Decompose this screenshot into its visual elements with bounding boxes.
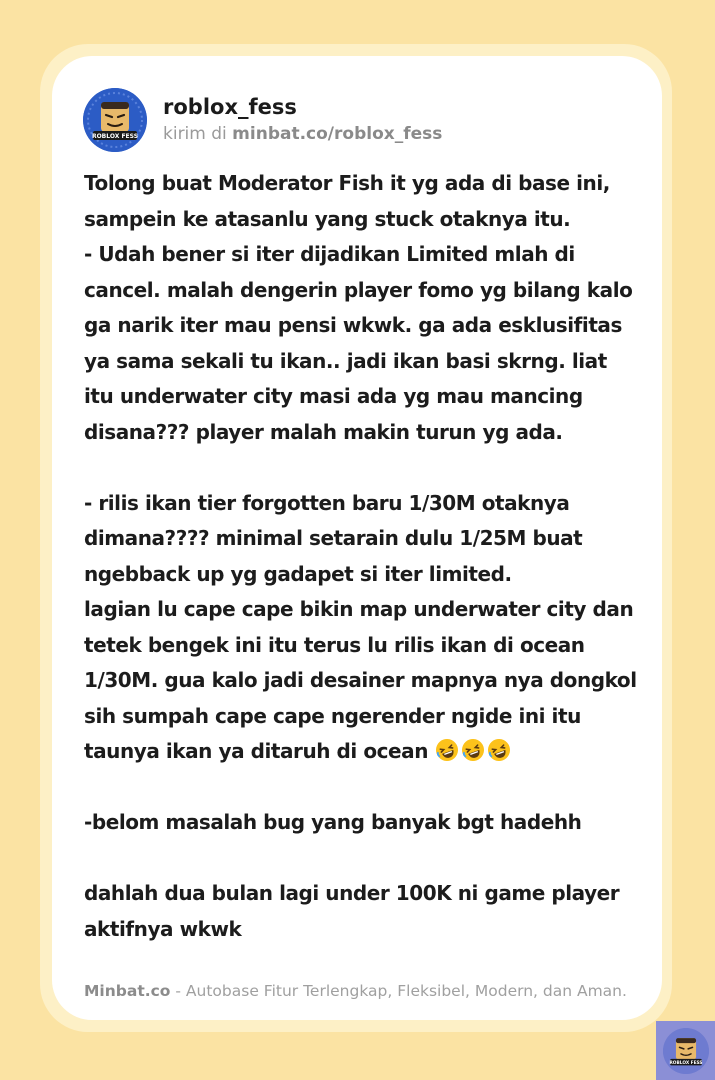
avatar[interactable] [83, 88, 147, 152]
emoji-group [435, 739, 513, 763]
header-text [163, 94, 442, 146]
post-card [52, 56, 662, 1020]
footer-tagline: - Autobase Fitur Terlengkap, Fleksibel, Modern, dan Aman. [170, 982, 627, 1000]
rolling-laughing-emoji-icon [487, 738, 511, 762]
send-link[interactable]: minbat.co/roblox_fess [232, 124, 443, 144]
footer [84, 980, 627, 1002]
paragraph-spacer [84, 841, 639, 877]
post-paragraph-4 [84, 592, 639, 770]
post-paragraph-2: - Udah bener si iter dijadikan Limited mlah di cancel. malah dengerin player fomo yg bilang kalo ga narik iter mau pensi wkwk. ga ada esklusifitas ya sama sekali tu ikan.. jadi ikan basi skrng. liat itu underwater city masi ada yg mau mancing disana??? player malah makin turun yg ada. [84, 242, 633, 444]
roblox-face-icon [83, 88, 147, 152]
footer-brand[interactable]: Minbat.co [84, 982, 171, 1000]
post-paragraph-4-text: lagian lu cape cape bikin map underwater city dan tetek bengek ini itu terus lu rilis ikan di ocean 1/30M. gua kalo jadi desainer mapnya nya dongkol sih sumpah cape cape ngerender ngide ini itu taunya ikan ya ditaruh di ocean [84, 597, 637, 763]
post-body [84, 166, 639, 947]
svg-text:ROBLOX FESS: ROBLOX FESS [91, 133, 139, 140]
rolling-laughing-emoji-icon [461, 738, 485, 762]
paragraph-spacer [84, 770, 639, 806]
roblox-face-icon [663, 1028, 709, 1074]
svg-text:ROBLOX FESS: ROBLOX FESS [669, 1060, 703, 1066]
post-paragraph-5: -belom masalah bug yang banyak bgt hadehh [84, 810, 582, 834]
post-header [83, 88, 442, 152]
username[interactable]: roblox_fess [163, 95, 297, 119]
post-paragraph-3: - rilis ikan tier forgotten baru 1/30M otaknya dimana???? minimal setarain dulu 1/25M buat ngebback up yg gadapet si iter limited. [84, 490, 583, 586]
send-line [163, 122, 442, 146]
send-prefix: kirim di [163, 124, 227, 144]
rolling-laughing-emoji-icon [435, 738, 459, 762]
watermark [656, 1021, 715, 1080]
post-paragraph-6: dahlah dua bulan lagi under 100K ni game player aktifnya wkwk [84, 881, 620, 941]
paragraph-spacer [84, 450, 639, 486]
watermark-avatar [663, 1028, 709, 1074]
post-paragraph-1: Tolong buat Moderator Fish it yg ada di base ini, sampein ke atasanlu yang stuck otaknya itu. [84, 171, 610, 231]
